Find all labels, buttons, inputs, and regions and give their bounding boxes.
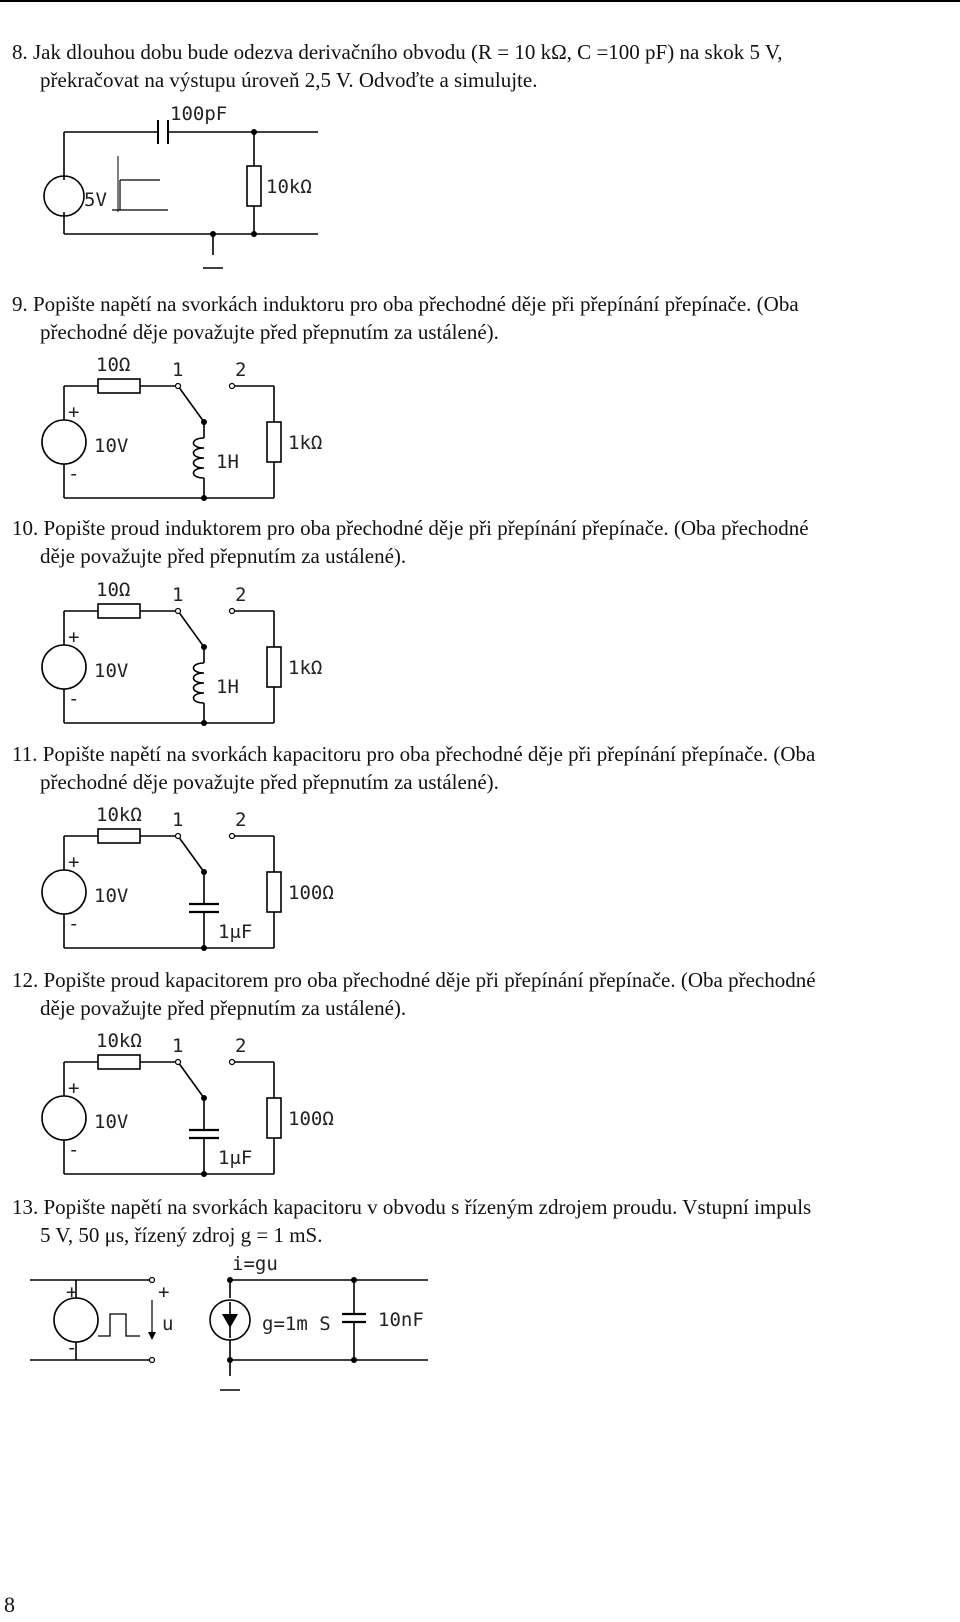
resistor-label: 10kΩ: [96, 804, 142, 826]
source-label: 10V: [94, 435, 129, 457]
switch-pos-2: 2: [235, 359, 247, 381]
plus-sign: +: [68, 401, 80, 423]
plus-sign-u: +: [158, 1281, 170, 1303]
gain-label: g=1m S: [262, 1313, 331, 1335]
circuit-controlled-source: [0, 1252, 450, 1412]
task-text-cont: děje považujte před přepnutím za ustálené).: [40, 544, 407, 568]
resistor-label: 10kΩ: [266, 176, 312, 198]
circuit-rc-switch-a: [0, 800, 360, 955]
task-text: Popište napětí na svorkách kapacitoru pro oba přechodné děje při přepínání přepínače. (Oba: [42, 742, 816, 766]
task-11: [12, 740, 947, 796]
task-text: Popište napětí na svorkách induktoru pro oba přechodné děje při přepínání přepínače. (Oba: [33, 292, 799, 316]
step-label: 5V: [84, 189, 107, 211]
inductor-label: 1H: [216, 451, 239, 473]
switch-pos-1: 1: [172, 359, 184, 381]
circuit-rl-switch-a: [0, 350, 360, 505]
task-text-cont: přechodné děje považujte před přepnutím za ustálené).: [40, 770, 499, 794]
source-label: 10V: [94, 660, 129, 682]
load-label: 100Ω: [288, 882, 334, 904]
resistor-label: 10Ω: [96, 354, 131, 376]
capacitor-label: 1μF: [218, 921, 253, 943]
source-label: 10V: [94, 885, 129, 907]
task-text-cont: děje považujte před přepnutím za ustálené).: [40, 996, 407, 1020]
task-text: Popište proud kapacitorem pro oba přechodné děje při přepínání přepínače. (Oba přechodné: [43, 968, 816, 992]
load-label: 1kΩ: [288, 432, 323, 454]
top-rule: [0, 0, 960, 2]
circuit-rc-switch-b: [0, 1026, 360, 1181]
switch-pos-2: 2: [235, 809, 247, 831]
inductor-label: 1H: [216, 676, 239, 698]
controlled-source-label: i=gu: [232, 1253, 278, 1275]
minus-sign: -: [68, 463, 80, 485]
circuit-rc-derivative: [0, 100, 360, 275]
load-label: 1kΩ: [288, 657, 323, 679]
load-label: 100Ω: [288, 1108, 334, 1130]
task-9: [12, 290, 947, 346]
task-10: [12, 514, 947, 570]
capacitor-label: 100pF: [170, 103, 228, 125]
circuit-rl-switch-b: [0, 575, 360, 730]
task-text-cont: 5 V, 50 μs, řízený zdroj g = 1 mS.: [40, 1223, 323, 1247]
source-label: 10V: [94, 1111, 129, 1133]
capacitor-label: 1μF: [218, 1147, 253, 1169]
task-number: 12.: [12, 968, 39, 992]
switch-pos-1: 1: [172, 1035, 184, 1057]
minus-sign: -: [68, 1139, 80, 1161]
task-text: Jak dlouhou dobu bude odezva derivačního obvodu (R = 10 kΩ, C =100 pF) na skok 5 V,: [33, 40, 783, 64]
minus-sign: -: [68, 688, 80, 710]
plus-sign: +: [68, 626, 80, 648]
task-number: 8.: [12, 40, 28, 64]
switch-pos-2: 2: [235, 584, 247, 606]
switch-pos-2: 2: [235, 1035, 247, 1057]
task-text-cont: přechodné děje považujte před přepnutím za ustálené).: [40, 320, 499, 344]
task-12: [12, 966, 947, 1022]
task-text-cont: překračovat na výstupu úroveň 2,5 V. Odvoďte a simulujte.: [40, 68, 538, 92]
minus-sign-left: -: [66, 1337, 78, 1359]
u-label: u: [162, 1313, 174, 1335]
plus-sign: +: [68, 851, 80, 873]
switch-pos-1: 1: [172, 584, 184, 606]
minus-sign: -: [68, 913, 80, 935]
capacitor-label: 10nF: [378, 1309, 424, 1331]
task-number: 9.: [12, 292, 28, 316]
task-13: [12, 1193, 947, 1249]
switch-pos-1: 1: [172, 809, 184, 831]
task-text: Popište napětí na svorkách kapacitoru v obvodu s řízeným zdrojem proudu. Vstupní impuls: [43, 1195, 812, 1219]
plus-sign-left: +: [66, 1281, 78, 1303]
task-number: 11.: [12, 742, 38, 766]
task-text: Popište proud induktorem pro oba přechodné děje při přepínání přepínače. (Oba přechodné: [43, 516, 809, 540]
task-number: 13.: [12, 1195, 39, 1219]
resistor-label: 10kΩ: [96, 1030, 142, 1052]
plus-sign: +: [68, 1077, 80, 1099]
task-8: [12, 38, 947, 94]
resistor-label: 10Ω: [96, 579, 131, 601]
task-number: 10.: [12, 516, 39, 540]
page-number: 8: [4, 1592, 15, 1617]
